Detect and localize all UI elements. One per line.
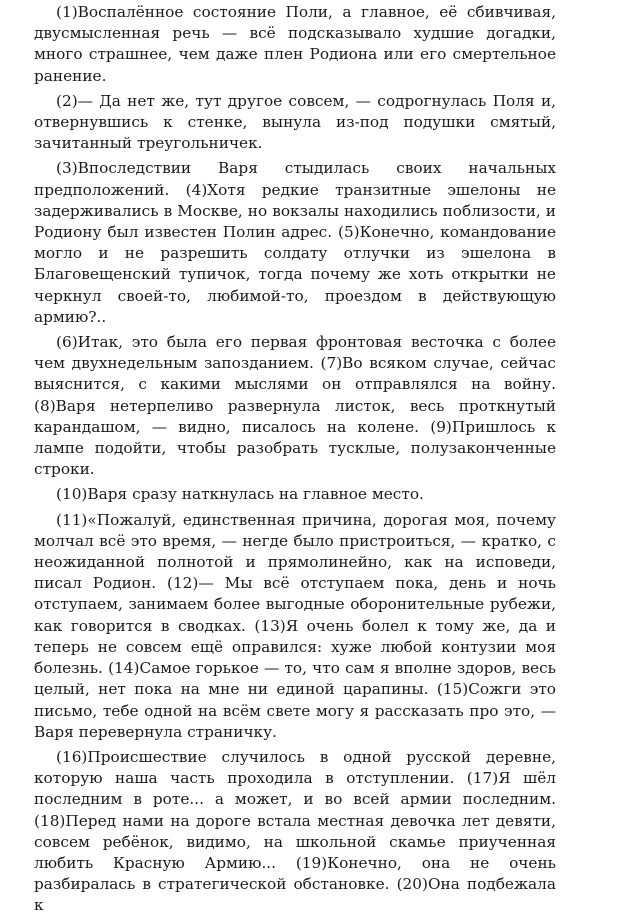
paragraph-4: (6)Итак, это была его первая фронтовая весточка с более чем двухнедельным запозданием. (7)Во всяком случае, сейчас выяснится, с какими мыслями он отправлялся на войну. (8)Варя нетерпеливо развернула листок, весь проткнутый карандашом, — видно, писалось на колене. (9)Пришлось к лампе подойти, чтобы разобрать тусклые, полузаконченные строки.: [34, 333, 556, 479]
paragraph-3: (3)Впоследствии Варя стыдилась своих начальных предположений. (4)Хотя редкие транзитные эшелоны не задерживались в Москве, но вокзалы находились поблизости, и Родиону был известен Полин адрес. (5)Конечно, командование могло и не разрешить солдату отлучки из эшелона в Благовещенский тупичок, тогда почему же хоть открытки не черкнул своей-то, любимой-то, проездом в действующую армию?..: [34, 159, 556, 326]
paragraph-2: (2)— Да нет же, тут другое совсем, — содрогнулась Поля и, отвернувшись к стенке, вынула из-под подушки смятый, зачитанный треугольничек.: [34, 91, 556, 153]
text-page: [34, 2, 556, 921]
paragraph-7: (16)Происшествие случилось в одной русской деревне, которую наша часть проходила в отступлении. (17)Я шёл последним в роте... а может, и во всей армии последним. (18)Перед нами на дороге встала местная девочка лет девяти, совсем ребёнок, видимо, на школьной скамье приученная любить Красную Армию... (19)Конечно, она не очень разбиралась в стратегической обстановке. (20)Она подбежала к: [34, 747, 556, 915]
paragraph-5: (10)Варя сразу наткнулась на главное место.: [56, 485, 424, 504]
paragraph-1: (1)Воспалённое состояние Поли, а главное, её сбивчивая, двусмысленная речь — всё подсказывало худшие догадки, много страшнее, чем даже плен Родиона или его смертельное ранение.: [34, 3, 556, 85]
paragraph-6: (11)«Пожалуй, единственная причина, дорогая моя, почему молчал всё это время, — негде было пристроиться, — кратко, с неожиданной полнотой и прямолинейно, как на исповеди, писал Родион. (12)— Мы всё отступаем пока, день и ночь отступаем, занимаем более выгодные оборонительные рубежи, как говорится в сводках. (13)Я очень болел к тому же, да и теперь не совсем ещё оправился: хуже любой контузии моя болезнь. (14)Самое горькое — то, что сам я вполне здоров, весь целый, нет пока на мне ни единой царапины. (15)Сожги это письмо, тебе одной на всём свете могу я рассказать про это, — Варя перевернула страничку.: [34, 510, 556, 741]
